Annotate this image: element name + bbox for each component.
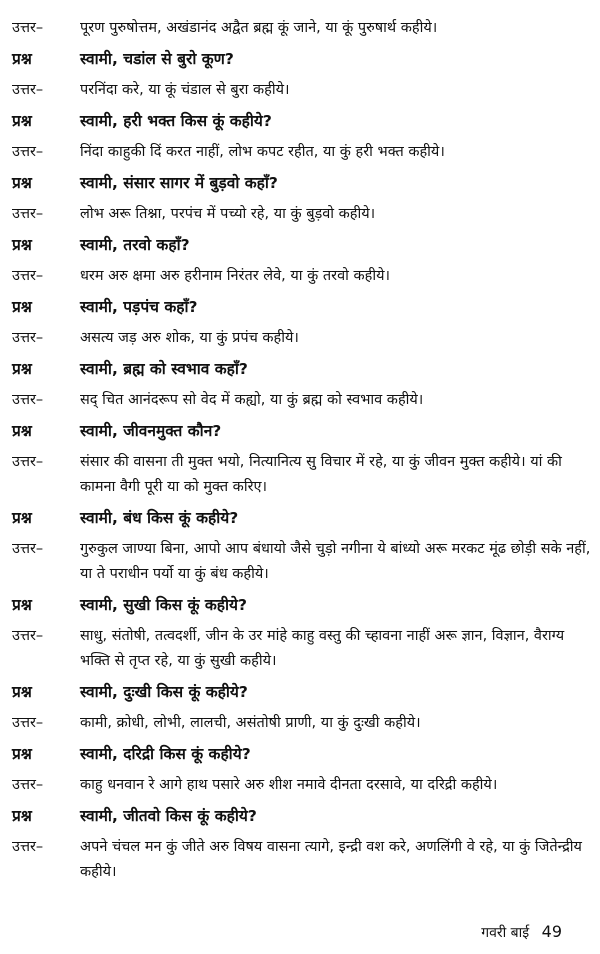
- answer-label: उत्तर–: [12, 82, 44, 98]
- answer-row: [8, 202, 592, 227]
- question-text: स्वामी, दुःखी किस कूं कहीये?: [80, 683, 248, 701]
- answer-text: असत्य जड़ अरु शोक, या कुं प्रपंच कहीये।: [80, 330, 299, 346]
- question-text: स्वामी, जीवनमुक्त कौन?: [80, 422, 222, 440]
- page-number: 49: [541, 922, 562, 941]
- page-footer: [481, 922, 562, 943]
- answer-label: उत्तर–: [12, 715, 44, 731]
- question-row: [8, 593, 592, 618]
- question-text: स्वामी, बंध किस कूं कहीये?: [80, 509, 239, 527]
- question-label: प्रश्न: [12, 174, 32, 192]
- question-text: स्वामी, जीतवो किस कूं कहीये?: [80, 807, 257, 825]
- question-text: स्वामी, चडांल से बुरो कूण?: [80, 50, 234, 68]
- answer-label: उत्तर–: [12, 839, 44, 855]
- question-label: प्रश्न: [12, 298, 32, 316]
- answer-text: पूरण पुरुषोत्तम, अखंडानंद अद्वैत ब्रह्म कूं जाने, या कूं पुरुषार्थ कहीये।: [80, 20, 438, 36]
- answer-row: [8, 773, 592, 798]
- question-row: [8, 109, 592, 134]
- footer-title: गवरी बाई: [481, 925, 530, 941]
- answer-text: काहु धनवान रे आगे हाथ पसारे अरु शीश नमावे दीनता दरसावे, या दरिद्री कहीये।: [80, 777, 498, 793]
- answer-label: उत्तर–: [12, 206, 44, 222]
- answer-text: साधु, संतोषी, तत्वदर्शी, जीन के उर मांहे काहु वस्तु की च्हावना नाहीं अरू ज्ञान, विज्ञान, वैराग्य भक्ति से तृप्त रहे, या कुं सुखी कहीये।: [80, 628, 565, 669]
- answer-text: संसार की वासना ती मुक्त भयो, नित्यानित्य सु विचार में रहे, या कुं जीवन मुक्त कहीये। यां की कामना वैगी पूरी या को मुक्त करिए।: [80, 454, 562, 495]
- answer-label: उत्तर–: [12, 268, 44, 284]
- answer-text: लोभ अरू तिश्ना, परपंच में पच्यो रहे, या कुं बुड़वो कहीये।: [80, 206, 376, 222]
- question-row: [8, 419, 592, 444]
- question-text: स्वामी, पड़पंच कहाँ?: [80, 298, 198, 316]
- answer-text: परनिंदा करे, या कूं चंडाल से बुरा कहीये।: [80, 82, 290, 98]
- question-label: प्रश्न: [12, 112, 32, 130]
- answer-row: [8, 264, 592, 289]
- answer-text: कामी, क्रोधी, लोभी, लालची, असंतोषी प्राणी, या कुं दुःखी कहीये।: [80, 715, 421, 731]
- question-text: स्वामी, ब्रह्म को स्वभाव कहाँ?: [80, 360, 248, 378]
- question-row: [8, 47, 592, 72]
- question-label: प्रश्न: [12, 509, 32, 527]
- answer-row: [8, 711, 592, 736]
- answer-label: उत्तर–: [12, 392, 44, 408]
- answer-row: [8, 326, 592, 351]
- answer-row: [8, 624, 592, 674]
- answer-row: [8, 16, 592, 41]
- question-text: स्वामी, संसार सागर में बुड़वो कहाँ?: [80, 174, 278, 192]
- question-row: [8, 357, 592, 382]
- question-label: प्रश्न: [12, 683, 32, 701]
- answer-row: [8, 450, 592, 500]
- question-text: स्वामी, हरी भक्त किस कूं कहीये?: [80, 112, 272, 130]
- answer-row: [8, 140, 592, 165]
- answer-label: उत्तर–: [12, 330, 44, 346]
- answer-text: गुरुकुल जाण्या बिना, आपो आप बंधायो जैसे चुड़ो नगीना ये बांध्यो अरू मरकट मूंढ छोड़ी सके नहीं, या ते पराधीन पर्यो या कुं बंध कहीये।: [80, 541, 591, 582]
- answer-label: उत्तर–: [12, 777, 44, 793]
- answer-label: उत्तर–: [12, 454, 44, 470]
- answer-label: उत्तर–: [12, 628, 44, 644]
- answer-row: [8, 835, 592, 885]
- question-label: प्रश्न: [12, 807, 32, 825]
- question-label: प्रश्न: [12, 745, 32, 763]
- question-label: प्रश्न: [12, 596, 32, 614]
- question-label: प्रश्न: [12, 236, 32, 254]
- question-label: प्रश्न: [12, 50, 32, 68]
- question-row: [8, 171, 592, 196]
- question-row: [8, 506, 592, 531]
- question-text: स्वामी, सुखी किस कूं कहीये?: [80, 596, 248, 614]
- question-answer-list: [8, 16, 592, 885]
- question-label: प्रश्न: [12, 422, 32, 440]
- answer-text: अपने चंचल मन कुं जीते अरु विषय वासना त्यागे, इन्द्री वश करे, अणलिंगी वे रहे, या कुं जितेन्द्रीय कहीये।: [80, 839, 582, 880]
- answer-text: निंदा काहुकी दिं करत नाहीं, लोभ कपट रहीत, या कुं हरी भक्त कहीये।: [80, 144, 445, 160]
- question-text: स्वामी, तरवो कहाँ?: [80, 236, 190, 254]
- answer-row: [8, 537, 592, 587]
- answer-label: उत्तर–: [12, 20, 44, 36]
- answer-text: धरम अरु क्षमा अरु हरीनाम निरंतर लेवे, या कुं तरवो कहीये।: [80, 268, 391, 284]
- answer-label: उत्तर–: [12, 541, 44, 557]
- question-label: प्रश्न: [12, 360, 32, 378]
- question-row: [8, 295, 592, 320]
- question-row: [8, 742, 592, 767]
- question-row: [8, 233, 592, 258]
- answer-text: सद् चित आनंदरूप सो वेद में कह्यो, या कुं ब्रह्म को स्वभाव कहीये।: [80, 392, 424, 408]
- answer-row: [8, 388, 592, 413]
- question-row: [8, 804, 592, 829]
- question-row: [8, 680, 592, 705]
- question-text: स्वामी, दरिद्री किस कूं कहीये?: [80, 745, 251, 763]
- answer-row: [8, 78, 592, 103]
- answer-label: उत्तर–: [12, 144, 44, 160]
